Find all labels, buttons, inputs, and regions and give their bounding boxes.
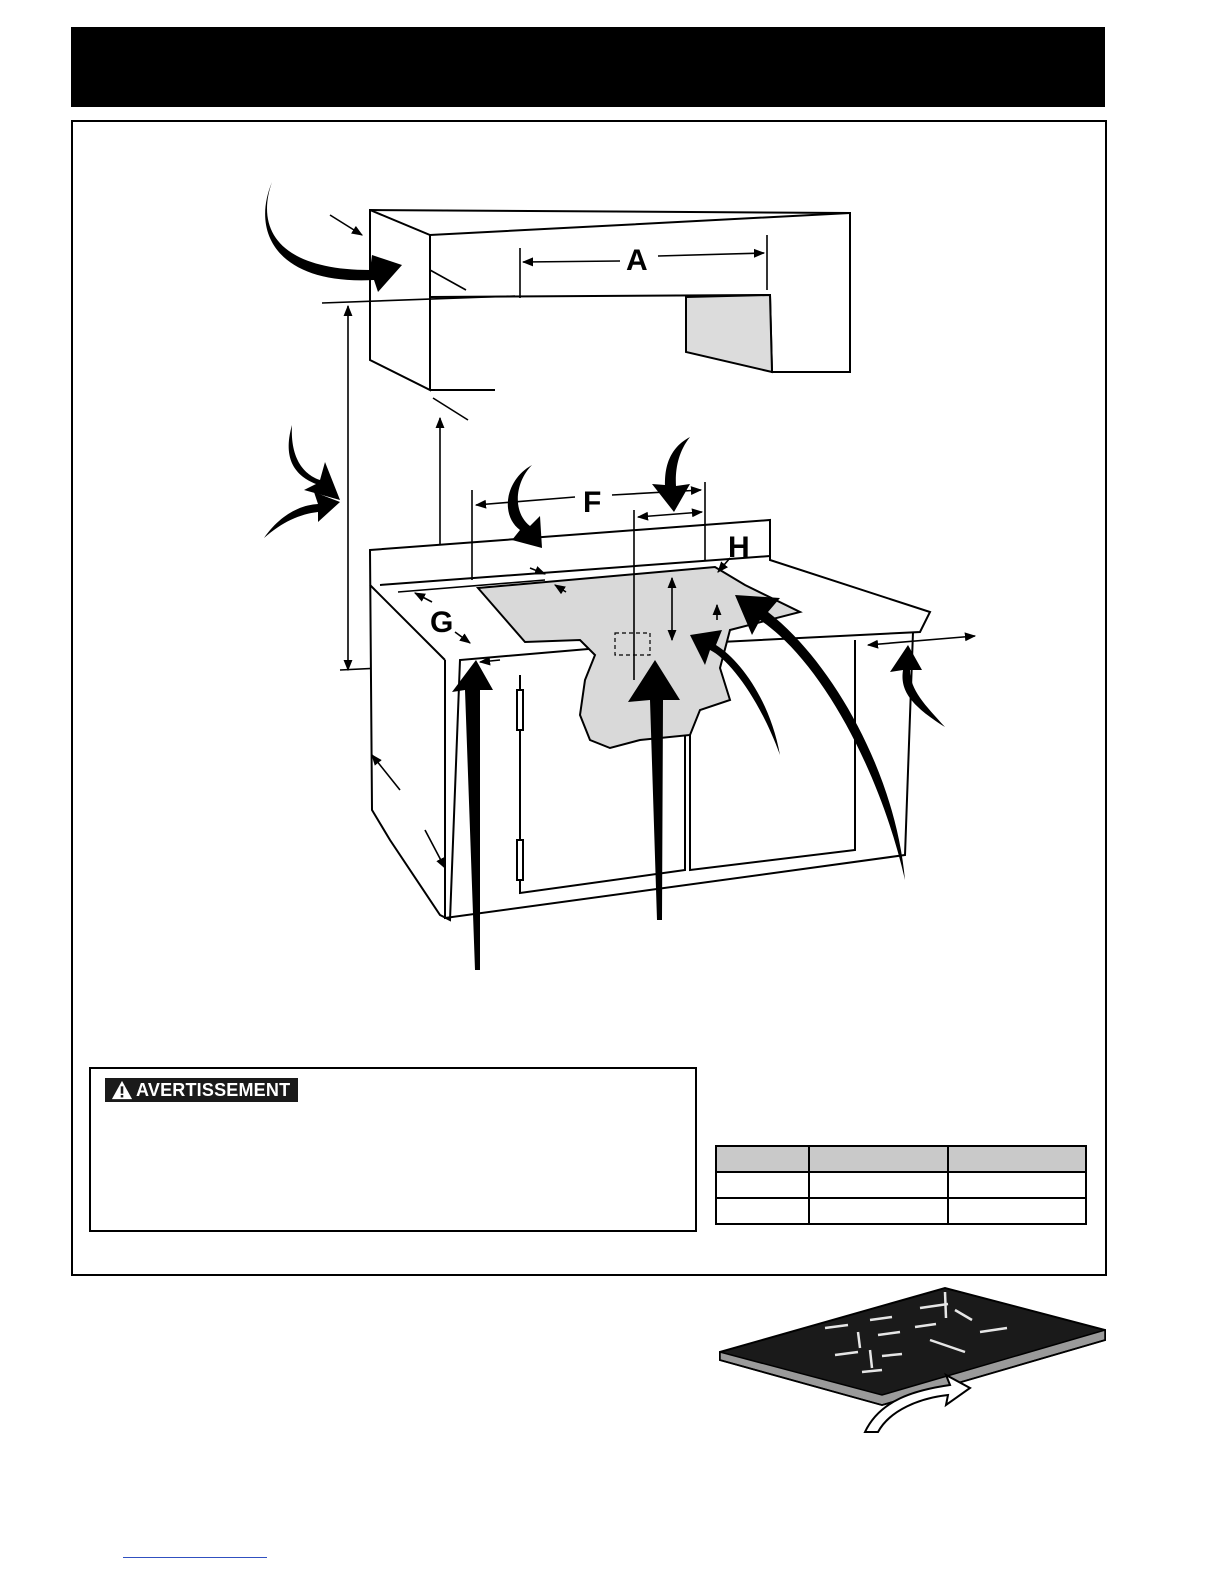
callout-arrow-right (890, 645, 945, 727)
spec-table (715, 1145, 1087, 1225)
callout-arrow-f-right (652, 437, 690, 512)
table-cell (716, 1198, 809, 1224)
warning-badge (105, 1078, 298, 1102)
table-row (716, 1172, 1086, 1198)
table-header-cell (948, 1146, 1087, 1172)
callout-arrow-lower-left (264, 492, 340, 538)
table-header-row (716, 1146, 1086, 1172)
warning-triangle-icon (111, 1079, 133, 1101)
table-cell (716, 1172, 809, 1198)
table-cell (948, 1198, 1087, 1224)
callout-arrow-tall-center (628, 660, 680, 920)
dimension-label-a: A (626, 244, 648, 277)
dimension-label-f: F (583, 486, 602, 519)
warning-badge-label: AVERTISSEMENT (136, 1079, 291, 1100)
table-cell (809, 1172, 948, 1198)
dimension-label-g: G (430, 606, 454, 639)
callout-arrow-f-left (508, 465, 542, 548)
cooktop-illustration (710, 1280, 1115, 1440)
cooktop-cutout (478, 567, 800, 748)
warning-box (89, 1067, 697, 1232)
table-header-cell (809, 1146, 948, 1172)
table-header-cell (716, 1146, 809, 1172)
table-row (716, 1198, 1086, 1224)
table-cell (948, 1172, 1087, 1198)
upper-cabinet (370, 210, 850, 390)
dimension-label-h: H (728, 531, 750, 564)
footer-link-underline[interactable] (123, 1557, 267, 1558)
callout-arrow-mid-left (289, 425, 340, 500)
table-cell (809, 1198, 948, 1224)
